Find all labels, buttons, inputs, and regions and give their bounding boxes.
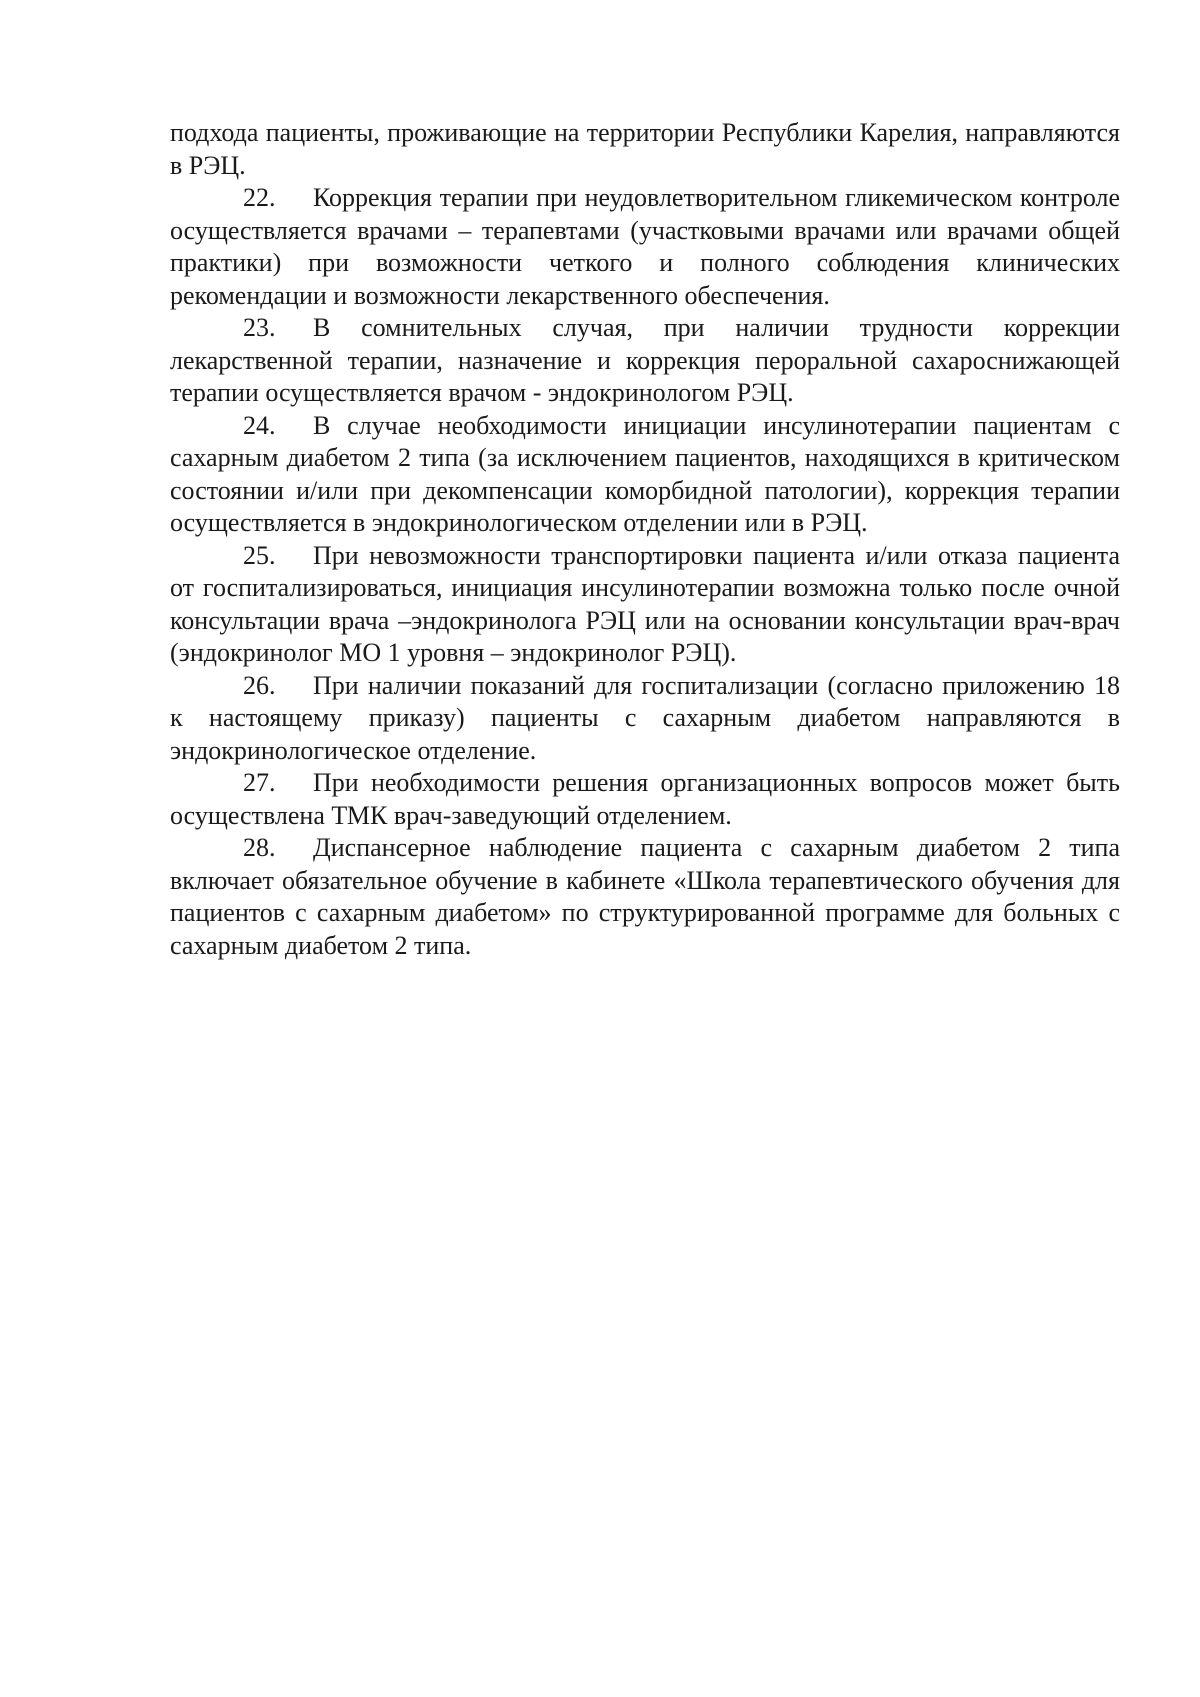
item-text: В случае необходимости инициации инсулинотерапии пациентам с сахарным диабетом 2 типа (за исключением пациентов, находящихся в критическом состоянии и/или при декомпенсации коморбидной патологии), коррекция терапии осуществляется в эндокринологическом отделении или в РЭЦ. bbox=[170, 410, 1120, 537]
continuation-paragraph: подхода пациенты, проживающие на территории Республики Карелия, направляются в РЭЦ. bbox=[170, 118, 1120, 180]
list-item-27 bbox=[170, 767, 1120, 832]
item-number: 26. bbox=[243, 670, 276, 700]
list-item-22 bbox=[170, 182, 1120, 312]
item-text: Диспансерное наблюдение пациента с сахарным диабетом 2 типа включает обязательное обучение в кабинете «Школа терапевтического обучения для пациентов с сахарным диабетом» по структурированной программе для больных с сахарным диабетом 2 типа. bbox=[170, 833, 1120, 960]
item-text: В сомнительных случая, при наличии трудности коррекции лекарственной терапии, назначение и коррекция пероральной сахароснижающей терапии осуществляется врачом - эндокринологом РЭЦ. bbox=[170, 313, 1120, 407]
item-number: 28. bbox=[243, 833, 276, 862]
item-number: 23. bbox=[243, 313, 276, 342]
item-number: 27. bbox=[243, 768, 276, 797]
item-text: При невозможности транспортировки пациента и/или отказа пациента от госпитализироваться, инициация инсулинотерапии возможна только после очной консультации врача –эндокринолога РЭЦ или на основании консультации врач-врач (эндокринолог МО 1 уровня – эндокринолог РЭЦ). bbox=[170, 540, 1120, 667]
list-item-24 bbox=[170, 410, 1120, 540]
item-text: При необходимости решения организационных вопросов может быть осуществлена ТМК врач-заведующий отделением. bbox=[170, 768, 1120, 830]
document-page bbox=[170, 117, 1120, 962]
item-text: При наличии показаний для госпитализации (согласно приложению 18 к настоящему приказу) пациенты с сахарным диабетом направляются в эндокринологическое отделение. bbox=[170, 670, 1120, 765]
list-item-28 bbox=[170, 832, 1120, 962]
item-text: Коррекция терапии при неудовлетворительном гликемическом контроле осуществляется врачами – терапевтами (участковыми врачами или врачами общей практики) при возможности четкого и полного соблюдения клинических рекомендации и возможности лекарственного обеспечения. bbox=[170, 183, 1120, 310]
item-number: 25. bbox=[243, 540, 276, 570]
list-item-25 bbox=[170, 540, 1120, 670]
item-number: 22. bbox=[243, 183, 276, 212]
list-item-26 bbox=[170, 670, 1120, 768]
list-item-23 bbox=[170, 312, 1120, 410]
item-number: 24. bbox=[243, 410, 276, 440]
